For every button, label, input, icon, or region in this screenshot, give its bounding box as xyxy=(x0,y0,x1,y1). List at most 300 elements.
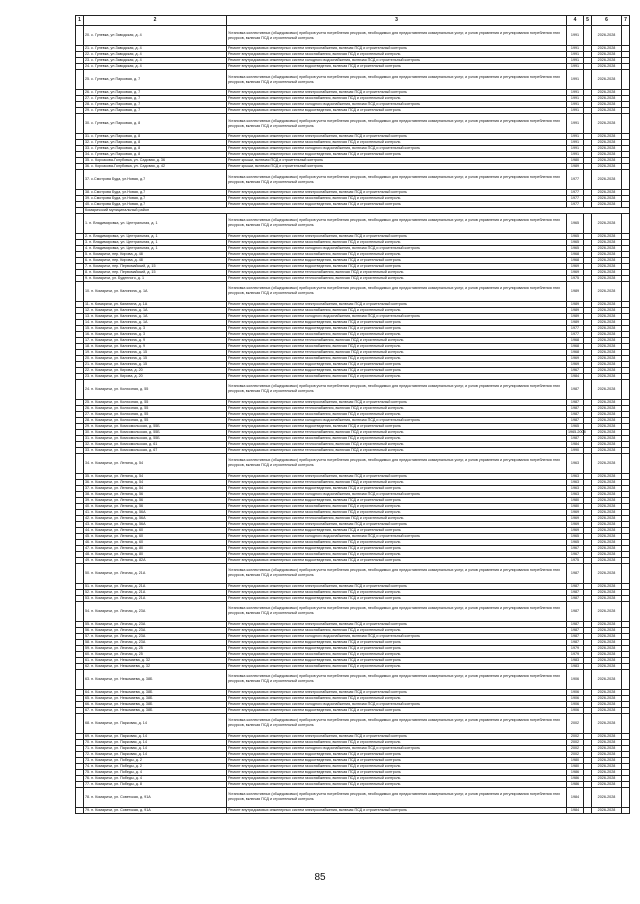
address-text: п. Комаричи, ул. Калинина, д. 15 xyxy=(91,349,148,354)
table-row xyxy=(76,213,630,233)
cell-address xyxy=(84,213,227,233)
cell-period: 2026-2028 xyxy=(592,319,622,325)
row-number: 35. xyxy=(85,158,91,163)
row-number: 65. xyxy=(85,695,91,700)
row-number: 11. xyxy=(85,301,90,306)
cell-work: Ремонт внутридомовых инженерных систем газоснабжения, включая ПСД и строительный контроль xyxy=(227,196,567,202)
address-text: п. Комаричи, ул. Лесная, д. 23А xyxy=(91,621,146,626)
address-text: п. Комаричи, ул. Ленина, д. 54 xyxy=(91,485,144,490)
table-row xyxy=(76,170,630,190)
address-text: с. Гулевка, ул.Парковая, д. 8 xyxy=(91,146,141,151)
cell-period: 2026-2028 xyxy=(592,343,622,349)
cell-period: 2026-2028 xyxy=(592,307,622,313)
repair-program-table xyxy=(75,15,630,814)
cell-work: Ремонт внутридомовых инженерных систем газоснабжения, включая ПСД и строительный контроль xyxy=(227,307,567,313)
row-number: 29. xyxy=(85,423,91,428)
address-text: п. Комаричи, ул. Ленина, д. 54 xyxy=(91,479,144,484)
cell-work: Ремонт внутридомовых инженерных систем теплоснабжения, включая ПСД и строительный контроль xyxy=(227,337,567,343)
cell-period: 2026-2028 xyxy=(592,521,622,527)
cell-work: Установка коллективных (общедомовых) приборов учета потребления ресурсов, необходимых для предоставления коммунальных услуг, и узлов управления и регулирования потребления этих ресурсов, включая ПСД и строительный контроль xyxy=(227,114,567,134)
cell-empty xyxy=(622,213,630,233)
row-number: 28. xyxy=(85,102,91,107)
cell-work: Установка коллективных (общедомовых) приборов учета потребления ресурсов, необходимых для предоставления коммунальных услуг, и узлов управления и регулирования потребления этих ресурсов, включая ПСД и строительный контроль xyxy=(227,170,567,190)
cell-period: 2026-2028 xyxy=(592,355,622,361)
address-text: п. Комаричи, ул. Калинина, д. 15 xyxy=(91,361,148,366)
cell-period: 2026-2028 xyxy=(592,429,622,435)
cell-period: 2026-2028 xyxy=(592,411,622,417)
cell-period: 2026-2028 xyxy=(592,301,622,307)
row-number: 29. xyxy=(85,108,91,113)
cell-period: 2026-2028 xyxy=(592,361,622,367)
address-text: п. Комаричи, ул. Незымаева, д. 38Б xyxy=(91,707,153,712)
address-text: п. Комаричи, ул. Ленина, д. 56А xyxy=(91,521,146,526)
cell-year: 1963 xyxy=(567,491,584,497)
cell-work: Ремонт внутридомовых инженерных систем водоотведения, включая ПСД и строительный контроль xyxy=(227,152,567,158)
cell-period: 2026-2028 xyxy=(592,787,622,807)
cell-period: 2026-2028 xyxy=(592,589,622,595)
row-number: 27. xyxy=(85,411,91,416)
cell-period: 2026-2028 xyxy=(592,763,622,769)
cell-work: Ремонт внутридомовых инженерных систем водоотведения, включая ПСД и строительный контроль xyxy=(227,423,567,429)
cell-year: 1984 xyxy=(567,441,584,447)
address-text: п. Комаричи, ул. Ленина, д. 60 xyxy=(91,533,144,538)
cell-period: 2026-2028 xyxy=(592,639,622,645)
row-number: 30. xyxy=(85,429,91,434)
cell-work: Ремонт внутридомовых инженерных систем теплоснабжения, включая ПСД и строительный контроль xyxy=(227,349,567,355)
cell-year: 1980 xyxy=(567,763,584,769)
cell-year: 1986 xyxy=(567,769,584,775)
cell-year: 1965 xyxy=(567,213,584,233)
cell-work: Установка коллективных (общедомовых) приборов учета потребления ресурсов, необходимых для предоставления коммунальных услуг, и узлов управления и регулирования потребления этих ресурсов, включая ПСД и строительный контроль xyxy=(227,453,567,473)
page-number: 85 xyxy=(314,872,326,883)
address-text: с. Корсакова-Голубовка, ул. Садовая, д. 36 xyxy=(91,158,166,163)
cell-year: 1977 xyxy=(567,196,584,202)
cell-work: Ремонт внутридомовых инженерных систем водоотведения, включая ПСД и строительный контроль xyxy=(227,751,567,757)
cell-period: 2026-2028 xyxy=(592,96,622,102)
cell-address xyxy=(84,170,227,190)
cell-work: Ремонт внутридомовых инженерных систем электроснабжения, включая ПСД и строительный контроль xyxy=(227,733,567,739)
cell-empty xyxy=(584,807,592,813)
cell-empty xyxy=(76,563,84,583)
cell-work: Ремонт внутридомовых инженерных систем холодного водоснабжения, включая ПСД и строительный контроль xyxy=(227,245,567,251)
cell-year: 2002 xyxy=(567,733,584,739)
header-col-7: 7 xyxy=(622,16,630,26)
cell-period: 2026-2028 xyxy=(592,621,622,627)
cell-year: 1991 xyxy=(567,146,584,152)
cell-empty xyxy=(622,281,630,301)
address-text: п. Комаричи, ул. Лесная, д. 25 xyxy=(91,651,143,656)
cell-period: 2026-2028 xyxy=(592,663,622,669)
cell-period: 2026-2028 xyxy=(592,447,622,453)
cell-period: 2026-2028 xyxy=(592,527,622,533)
cell-empty xyxy=(76,601,84,621)
cell-work: Ремонт внутридомовых инженерных систем теплоснабжения, включая ПСД и строительный контроль xyxy=(227,447,567,453)
cell-empty xyxy=(622,114,630,134)
cell-work: Ремонт внутридомовых инженерных систем газоснабжения, включая ПСД и строительный контроль xyxy=(227,763,567,769)
address-text: п. Комаричи, ул. Советская, д. 91А xyxy=(91,794,151,799)
cell-empty xyxy=(76,26,84,46)
row-number: 66. xyxy=(85,701,91,706)
row-number: 53. xyxy=(85,595,91,600)
row-number: 32. xyxy=(85,441,91,446)
cell-empty xyxy=(76,713,84,733)
cell-year: 1980 xyxy=(567,497,584,503)
cell-period: 2026-2028 xyxy=(592,733,622,739)
cell-period: 2026-2028 xyxy=(592,26,622,46)
row-number: 52. xyxy=(85,589,91,594)
cell-period: 2026-2028 xyxy=(592,509,622,515)
row-number: 43. xyxy=(85,521,91,526)
address-text: п. Комаричи, ул. Комсомольская, д. 55Б xyxy=(91,429,160,434)
row-number: 38. xyxy=(85,491,91,496)
cell-period: 2026-2028 xyxy=(592,503,622,509)
cell-work: Ремонт внутридомовых инженерных систем газоснабжения, включая ПСД и строительный контроль xyxy=(227,551,567,557)
cell-year: 1965 xyxy=(567,423,584,429)
address-text: с. Гулевка, ул.Заводская, д. 4 xyxy=(91,46,142,51)
table-row xyxy=(76,563,630,583)
cell-address xyxy=(84,26,227,46)
cell-year: 1969 xyxy=(567,355,584,361)
cell-work: Ремонт внутридомовых инженерных систем газоснабжения, включая ПСД и строительный контроль xyxy=(227,627,567,633)
cell-year: 1967 xyxy=(567,367,584,373)
row-number: 4. xyxy=(85,245,89,250)
row-number: 69. xyxy=(85,733,91,738)
cell-work: Ремонт внутридомовых инженерных систем газоснабжения, включая ПСД и строительный контроль xyxy=(227,739,567,745)
cell-work: Ремонт внутридомовых инженерных систем газоснабжения, включая ПСД и строительный контроль xyxy=(227,695,567,701)
row-number: 78. xyxy=(85,794,91,799)
cell-address xyxy=(84,713,227,733)
address-text: п. Комаричи, ул. Ленина, д. 60 xyxy=(91,527,144,532)
cell-year: 1989 xyxy=(567,164,584,170)
cell-work: Ремонт внутридомовых инженерных систем холодного водоснабжения, включая ПСД и строительный контроль xyxy=(227,745,567,751)
address-text: с.Смотрова Буда, ул.Новая, д.7 xyxy=(91,190,146,195)
cell-year: 1968 xyxy=(567,257,584,263)
row-number: 13. xyxy=(85,313,91,318)
address-text: п. Комаричи, ул. Ленина, д. 54 xyxy=(91,473,144,478)
cell-year: 1987 xyxy=(567,399,584,405)
cell-year: 1980 xyxy=(567,158,584,164)
cell-address xyxy=(84,281,227,301)
address-text: п. Комаричи, ул. Парковая, д. 14 xyxy=(91,751,147,756)
cell-year: 1987 xyxy=(567,627,584,633)
cell-period: 2026-2028 xyxy=(592,239,622,245)
cell-period: 2026-2028 xyxy=(592,423,622,429)
table-row xyxy=(76,669,630,689)
row-number: 23. xyxy=(85,373,91,378)
cell-year: 1987 xyxy=(567,621,584,627)
cell-period: 2026-2028 xyxy=(592,58,622,64)
table-row xyxy=(76,601,630,621)
cell-year: 1963 xyxy=(567,453,584,473)
cell-address xyxy=(84,563,227,583)
cell-year: 1906 xyxy=(567,689,584,695)
cell-address xyxy=(84,70,227,90)
cell-work: Ремонт внутридомовых инженерных систем водоотведения, включая ПСД и строительный контроль xyxy=(227,108,567,114)
address-text: п. Комаричи, ул. Калинина, д. 1А xyxy=(91,307,148,312)
address-text: п. Комаричи, ул. Парковая, д. 14 xyxy=(91,739,147,744)
row-number: 58. xyxy=(85,639,91,644)
cell-empty xyxy=(622,26,630,46)
cell-work: Ремонт внутридомовых инженерных систем газоснабжения, включая ПСД и строительный контроль xyxy=(227,355,567,361)
cell-year: 1977 xyxy=(567,190,584,196)
row-number: 22. xyxy=(85,367,91,372)
cell-period: 2026-2028 xyxy=(592,533,622,539)
cell-year: 1969 xyxy=(567,521,584,527)
cell-period: 2026-2028 xyxy=(592,745,622,751)
cell-year: 1987 xyxy=(567,589,584,595)
cell-year: 1991 xyxy=(567,70,584,90)
cell-year: 1984 xyxy=(567,373,584,379)
address-text: п. Владимировка, ул. Центральная, д. 1 xyxy=(89,220,158,225)
cell-year: 1906 xyxy=(567,669,584,689)
cell-address xyxy=(84,453,227,473)
cell-work: Ремонт внутридомовых инженерных систем водоотведения, включая ПСД и строительный контроль xyxy=(227,595,567,601)
cell-period: 2026-2028 xyxy=(592,281,622,301)
cell-year: 1969 xyxy=(567,263,584,269)
table-row xyxy=(76,281,630,301)
row-number: 70. xyxy=(85,739,91,744)
cell-work: Ремонт внутридомовых инженерных систем теплоснабжения, включая ПСД и строительный контроль xyxy=(227,515,567,521)
cell-year: 2002 xyxy=(567,745,584,751)
cell-empty xyxy=(76,787,84,807)
row-number: 9. xyxy=(85,275,89,280)
cell-period: 2026-2028 xyxy=(592,257,622,263)
row-number: 30. xyxy=(85,121,91,126)
row-number: 61. xyxy=(85,657,91,662)
cell-year: 1991 xyxy=(567,134,584,140)
cell-period: 2026-2028 xyxy=(592,108,622,114)
cell-year: 1963 xyxy=(567,473,584,479)
cell-period: 2026-2028 xyxy=(592,202,622,208)
row-number: 74. xyxy=(85,763,91,768)
cell-year: 1979 xyxy=(567,645,584,651)
cell-address xyxy=(84,114,227,134)
document-page xyxy=(75,15,629,814)
cell-period: 2026-2028 xyxy=(592,190,622,196)
address-text: п. Комаричи, ул. Колхозная, д. 55 xyxy=(91,411,149,416)
address-text: с. Гулевка, ул.Заводская, д. 4 xyxy=(91,58,142,63)
cell-year: 1991 xyxy=(567,64,584,70)
row-number: 21. xyxy=(85,46,91,51)
row-number: 31. xyxy=(85,134,91,139)
cell-work: Ремонт внутридомовых инженерных систем теплоснабжения, включая ПСД и строительный контроль xyxy=(227,269,567,275)
address-text: п. Комаричи, ул. Колхозная, д. 55 xyxy=(91,405,149,410)
row-number: 55. xyxy=(85,621,91,626)
address-text: п. Комаричи, ул. Победы, д. 4 xyxy=(91,769,142,774)
cell-work: Установка коллективных (общедомовых) приборов учета потребления ресурсов, необходимых для предоставления коммунальных услуг, и узлов управления и регулирования потребления этих ресурсов, включая ПСД и строительный контроль xyxy=(227,70,567,90)
cell-work: Ремонт внутридомовых инженерных систем холодного водоснабжения, включая ПСД и строительный контроль xyxy=(227,102,567,108)
cell-work: Ремонт внутридомовых инженерных систем водоотведения, включая ПСД и строительный контроль xyxy=(227,769,567,775)
cell-year: 1987 xyxy=(567,639,584,645)
cell-period: 2026-2028 xyxy=(592,769,622,775)
cell-empty xyxy=(584,26,592,46)
header-col-6: 6 xyxy=(592,16,622,26)
row-number: 21. xyxy=(85,361,91,366)
row-number: 79. xyxy=(85,807,91,812)
cell-period: 2026-2028 xyxy=(592,435,622,441)
cell-year: 1977 xyxy=(567,170,584,190)
cell-period: 2026-2028 xyxy=(592,140,622,146)
table-row xyxy=(76,787,630,807)
cell-period: 2026-2028 xyxy=(592,563,622,583)
cell-work: Ремонт внутридомовых инженерных систем водоотведения, включая ПСД и строительный контроль xyxy=(227,497,567,503)
row-number: 59. xyxy=(85,645,91,650)
cell-period: 2026-2028 xyxy=(592,583,622,589)
cell-period: 2026-2028 xyxy=(592,373,622,379)
address-text: п. Комаричи, ул. Калинина, д. 1А xyxy=(91,319,148,324)
address-text: п. Комаричи, ул. Незымаева, д. 38Б xyxy=(91,701,153,706)
cell-work: Ремонт внутридомовых инженерных систем водоотведения, включая ПСД и строительный контроль xyxy=(227,319,567,325)
row-number: 26. xyxy=(85,405,91,410)
address-text: с. Гулевка, ул.Парковая, д. 7 xyxy=(91,108,141,113)
cell-work: Ремонт внутридомовых инженерных систем водоотведения, включая ПСД и строительный контроль xyxy=(227,557,567,563)
address-text: п. Комаричи, ул. Комсомольская, д. 61 xyxy=(91,441,158,446)
cell-period: 2026-2028 xyxy=(592,134,622,140)
address-text: п. Комаричи, ул. Парковая, д. 14 xyxy=(91,720,147,725)
cell-work: Ремонт внутридомовых инженерных систем газоснабжения, включая ПСД и строительный контроль xyxy=(227,239,567,245)
row-number: 31. xyxy=(85,435,91,440)
cell-year: 1987 xyxy=(567,563,584,583)
cell-period: 2026-2028 xyxy=(592,158,622,164)
section-title: Комаричский муниципальный район xyxy=(84,208,630,214)
cell-work: Ремонт крыши, включая ПСД и строительный контроль xyxy=(227,158,567,164)
cell-work: Ремонт внутридомовых инженерных систем холодного водоснабжения, включая ПСД и строительный контроль xyxy=(227,533,567,539)
cell-year: 2002 xyxy=(567,739,584,745)
address-text: п. Комаричи, пер. Кирова, д. 48 xyxy=(89,257,143,262)
address-text: п. Комаричи, ул. Лесная, д. 21А xyxy=(91,570,146,575)
row-number: 39. xyxy=(85,196,91,201)
row-number: 45. xyxy=(85,533,91,538)
cell-work: Ремонт внутридомовых инженерных систем холодного водоснабжения, включая ПСД и строительный контроль xyxy=(227,58,567,64)
cell-year: 1965 xyxy=(567,245,584,251)
row-number: 39. xyxy=(85,497,91,502)
cell-year: 1965-2008 xyxy=(568,429,586,434)
cell-period: 2026-2028 xyxy=(592,657,622,663)
cell-period: 2026-2028 xyxy=(592,669,622,689)
address-text: п. Владимировка, ул. Центральная, д. 1 xyxy=(89,239,158,244)
address-text: п. Комаричи, пер. Кирова, д. 48 xyxy=(89,251,143,256)
cell-empty xyxy=(622,669,630,689)
row-number: 8. xyxy=(85,269,89,274)
cell-year: 1987 xyxy=(567,601,584,621)
cell-work: Ремонт внутридомовых инженерных систем водоотведения, включая ПСД и строительный контроль xyxy=(227,202,567,208)
address-text: п. Комаричи, ул. Комсомольская, д. 55Б xyxy=(91,423,160,428)
row-number: 75. xyxy=(85,769,91,774)
header-col-3: 3 xyxy=(227,16,567,26)
cell-empty xyxy=(584,114,592,134)
cell-empty xyxy=(76,114,84,134)
table-row xyxy=(76,379,630,399)
address-text: п. Комаричи, ул. Победы, д. 8 xyxy=(91,781,142,786)
cell-work: Установка коллективных (общедомовых) приборов учета потребления ресурсов, необходимых для предоставления коммунальных услуг, и узлов управления и регулирования потребления этих ресурсов, включая ПСД и строительный контроль xyxy=(227,281,567,301)
row-number: 60. xyxy=(85,651,91,656)
cell-address xyxy=(84,601,227,621)
cell-year: 1969 xyxy=(567,527,584,533)
cell-empty xyxy=(622,563,630,583)
address-text: п. Комаричи, ул. Кирова, д. 20 xyxy=(91,367,143,372)
cell-work: Ремонт внутридомовых инженерных систем водоотведения, включая ПСД и строительный контроль xyxy=(227,257,567,263)
address-text: п. Комаричи, ул. Ленина, д. 56 xyxy=(91,491,144,496)
cell-period: 2026-2028 xyxy=(592,751,622,757)
cell-empty xyxy=(622,713,630,733)
cell-empty xyxy=(76,170,84,190)
cell-period: 2026-2028 xyxy=(592,739,622,745)
cell-period: 2026-2028 xyxy=(592,781,622,787)
cell-work: Ремонт внутридомовых инженерных систем холодного водоснабжения, включая ПСД и строительный контроль xyxy=(227,491,567,497)
address-text: п. Комаричи, ул. Незымаева, д. 32 xyxy=(91,663,151,668)
row-number: 36. xyxy=(85,164,91,169)
row-number: 50. xyxy=(85,570,91,575)
cell-work: Ремонт внутридомовых инженерных систем газоснабжения, включая ПСД и строительный контроль xyxy=(227,589,567,595)
cell-year: 1991 xyxy=(567,26,584,46)
cell-work: Ремонт внутридомовых инженерных систем теплоснабжения, включая ПСД и строительный контроль xyxy=(227,429,567,435)
cell-period: 2026-2028 xyxy=(592,557,622,563)
address-text: п. Комаричи, ул. Калинина, д. 1А xyxy=(91,288,148,293)
row-number: 17. xyxy=(85,337,91,342)
row-number: 40. xyxy=(85,503,91,508)
cell-address xyxy=(84,379,227,399)
cell-year: 1989 xyxy=(567,307,584,313)
cell-empty xyxy=(76,70,84,90)
cell-year: 1969 xyxy=(567,269,584,275)
cell-work: Установка коллективных (общедомовых) приборов учета потребления ресурсов, необходимых для предоставления коммунальных услуг, и узлов управления и регулирования потребления этих ресурсов, включая ПСД и строительный контроль xyxy=(227,713,567,733)
cell-work: Ремонт внутридомовых инженерных систем газоснабжения, включая ПСД и строительный контроль xyxy=(227,251,567,257)
cell-work: Ремонт внутридомовых инженерных систем холодного водоснабжения, включая ПСД и строительный контроль xyxy=(227,701,567,707)
cell-year: 1989 xyxy=(567,281,584,301)
cell-work: Ремонт внутридомовых инженерных систем водоотведения, включая ПСД и строительный контроль xyxy=(227,527,567,533)
address-text: с.Смотрова Буда, ул.Новая, д.7 xyxy=(91,202,146,207)
address-text: п. Комаричи, ул. Ленина, д. 82А xyxy=(91,557,146,562)
cell-period: 2026-2028 xyxy=(592,64,622,70)
cell-period: 2026-2028 xyxy=(592,213,622,233)
cell-work: Ремонт внутридомовых инженерных систем водоотведения, включая ПСД и строительный контроль xyxy=(227,545,567,551)
cell-period: 2026-2028 xyxy=(592,170,622,190)
cell-period: 2026-2028 xyxy=(592,775,622,781)
row-number: 33. xyxy=(85,146,91,151)
cell-address xyxy=(84,787,227,807)
row-number: 77. xyxy=(85,781,91,786)
cell-work: Ремонт внутридомовых инженерных систем холодного водоснабжения, включая ПСД и строительный контроль xyxy=(227,417,567,423)
cell-work: Ремонт внутридомовых инженерных систем водоотведения, включая ПСД и строительный контроль xyxy=(227,757,567,763)
cell-work: Ремонт внутридомовых инженерных систем электроснабжения, включая ПСД и строительный контроль xyxy=(227,190,567,196)
cell-work: Установка коллективных (общедомовых) приборов учета потребления ресурсов, необходимых для предоставления коммунальных услуг, и узлов управления и регулирования потребления этих ресурсов, включая ПСД и строительный контроль xyxy=(227,379,567,399)
cell-work: Ремонт внутридомовых инженерных систем водоотведения, включая ПСД и строительный контроль xyxy=(227,657,567,663)
cell-period: 2026-2028 xyxy=(592,595,622,601)
cell-period: 2026-2028 xyxy=(592,367,622,373)
header-col-1: 1 xyxy=(76,16,84,26)
cell-work: Ремонт внутридомовых инженерных систем водоотведения, включая ПСД и строительный контроль xyxy=(227,361,567,367)
cell-year: 1991 xyxy=(567,58,584,64)
address-text: с. Гулевка, ул.Парковая, д. 7 xyxy=(91,102,141,107)
cell-year: 1984 xyxy=(567,787,584,807)
cell-empty xyxy=(622,70,630,90)
cell-year: 1965 xyxy=(567,233,584,239)
row-number: 24. xyxy=(85,64,91,69)
cell-work: Установка коллективных (общедомовых) приборов учета потребления ресурсов, необходимых для предоставления коммунальных услуг, и узлов управления и регулирования потребления этих ресурсов, включая ПСД и строительный контроль xyxy=(227,26,567,46)
row-number: 47. xyxy=(85,545,91,550)
row-number: 68. xyxy=(85,720,91,725)
cell-empty xyxy=(76,807,84,813)
address-text: п. Комаричи, ул. Ленина, д. 80 xyxy=(91,545,144,550)
row-number: 51. xyxy=(85,583,91,588)
cell-period: 2026-2028 xyxy=(592,453,622,473)
address-text: п. Комаричи, ул. Победы, д. 2 xyxy=(91,763,142,768)
cell-year: 1968 xyxy=(567,251,584,257)
header-col-4: 4 xyxy=(567,16,584,26)
cell-work: Ремонт внутридомовых инженерных систем водоотведения, включая ПСД и строительный контроль xyxy=(227,485,567,491)
address-text: п. Комаричи, ул. Ленина, д. 60 xyxy=(91,539,144,544)
cell-work: Ремонт внутридомовых инженерных систем электроснабжения, включая ПСД и строительный контроль xyxy=(227,301,567,307)
